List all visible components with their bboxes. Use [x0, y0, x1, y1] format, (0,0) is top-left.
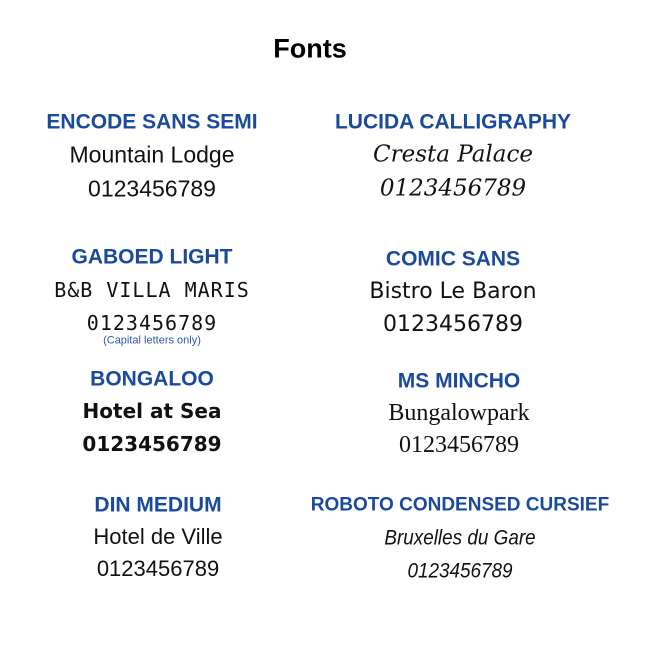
font-note: (Capital letters only) — [103, 334, 201, 347]
font-name: COMIC SANS — [385, 247, 521, 271]
font-digits: 0123456789 — [383, 312, 523, 337]
font-digits: 0123456789 — [82, 432, 222, 456]
font-digits: 0123456789 — [86, 311, 218, 335]
font-digits: 0123456789 — [399, 432, 519, 458]
font-digits: 0123456789 — [96, 556, 220, 581]
font-name: ROBOTO CONDENSED CURSIEF — [310, 494, 610, 516]
font-sample: Mountain Lodge — [69, 141, 235, 168]
font-sample: Hotel de Ville — [93, 524, 223, 549]
font-digits: 0123456789 — [88, 175, 216, 202]
font-digits: 0123456789 — [379, 175, 527, 202]
font-name: LUCIDA CALLIGRAPHY — [334, 110, 572, 134]
font-name: GABOED LIGHT — [71, 245, 233, 269]
font-name: BONGALOO — [90, 367, 214, 391]
page-title: Fonts — [273, 33, 347, 64]
font-name: ENCODE SANS SEMI — [46, 110, 258, 134]
font-sample: Bruxelles du Gare — [384, 526, 536, 550]
font-name: MS MINCHO — [397, 369, 521, 393]
font-digits: 0123456789 — [407, 559, 513, 583]
font-sample: Bungalowpark — [388, 400, 530, 426]
font-sample: B&B VILLA MARIS — [54, 278, 250, 302]
font-sample: Cresta Palace — [373, 141, 533, 168]
font-sample: Hotel at Sea — [82, 399, 222, 423]
font-name: DIN MEDIUM — [94, 493, 222, 517]
font-sample: Bistro Le Baron — [369, 279, 537, 304]
